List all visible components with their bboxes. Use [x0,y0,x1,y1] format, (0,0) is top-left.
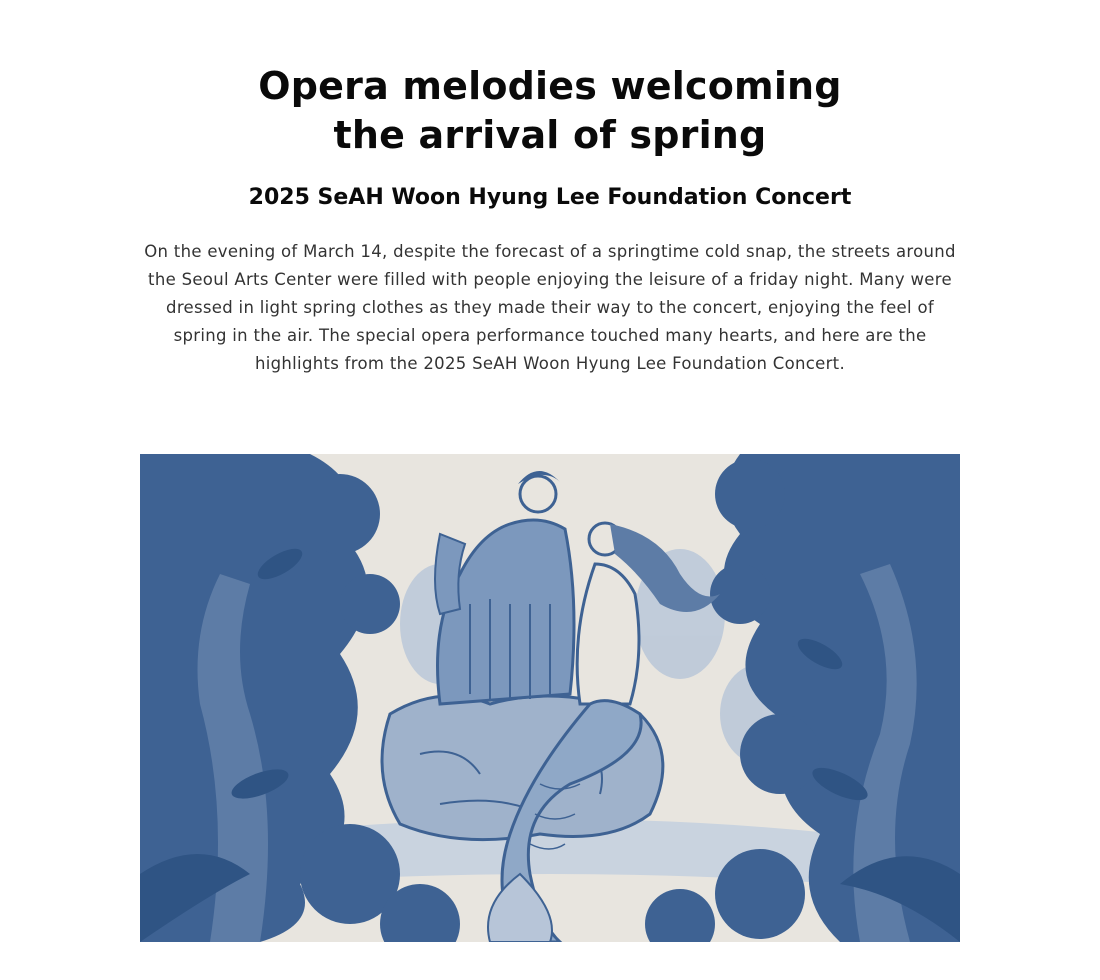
page-title-line-2: the arrival of spring [333,113,767,157]
page-title [0,62,1100,160]
hero-image [140,454,960,942]
page-title-line-1: Opera melodies welcoming [258,64,842,108]
toile-illustration [140,454,960,942]
intro-paragraph: On the evening of March 14, despite the forecast of a springtime cold snap, the streets around the Seoul Arts Center were filled with people enjoying the leisure of a friday night. Many were dressed in light spring clothes as they made their way to the concert, enjoying the feel of spring in the air. The special opera performance touched many hearts, and here are the highlights from the 2025 SeAH Woon Hyung Lee Foundation Concert. [144,242,956,373]
page-subtitle: 2025 SeAH Woon Hyung Lee Foundation Concert [248,185,852,210]
